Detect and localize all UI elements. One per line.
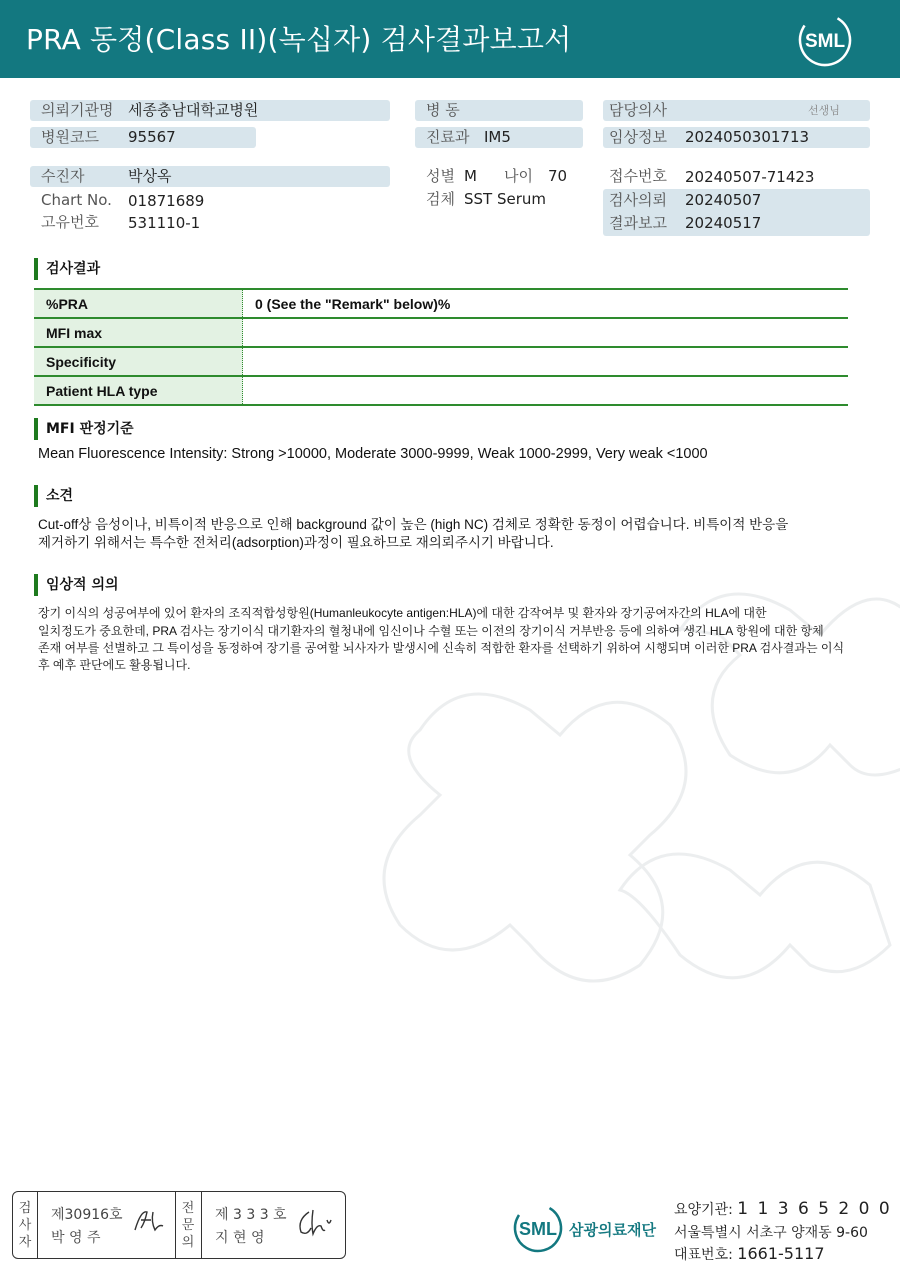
id-value: 531110-1 bbox=[128, 214, 201, 232]
doctor-suffix: 선생님 bbox=[808, 104, 840, 117]
clinical-line-3: 존재 여부를 선별하고 그 특이성을 동정하여 장기를 공여할 뇌사자가 발생시에 신속히 적합한 환자를 선택하기 위하여 시행되며 이러한 PRA 검사결과는 이식 bbox=[38, 641, 845, 655]
finding-line-2: 제거하기 위해서는 특수한 전처리(adsorption)과정이 필요하므로 재의뢰주시기 바랍니다. bbox=[38, 535, 554, 550]
finding-line-1: Cut-off상 음성이나, 비특이적 반응으로 인해 background 값이 높은 (high NC) 검체로 정확한 동정이 어렵습니다. 비특이적 반응을 bbox=[38, 517, 789, 532]
table-row bbox=[34, 289, 848, 318]
finding-heading: 소견 bbox=[34, 485, 73, 507]
result-value bbox=[243, 376, 849, 405]
chart-label: Chart No. bbox=[41, 191, 112, 209]
clinical-value: 2024050301713 bbox=[685, 128, 810, 146]
receipt-value: 20240507-71423 bbox=[685, 168, 815, 186]
report-label: 결과보고 bbox=[609, 214, 667, 232]
phone-number: 1661-5117 bbox=[737, 1244, 825, 1263]
specimen-value: SST Serum bbox=[464, 190, 547, 208]
result-value: 0 (See the "Remark" below)% bbox=[243, 289, 849, 318]
tester-name: 박 영 주 bbox=[51, 1230, 101, 1246]
result-key: Specificity bbox=[34, 347, 243, 376]
results-table bbox=[34, 288, 848, 406]
tester-label: 검 사 자 bbox=[18, 1201, 32, 1250]
svg-text:SML: SML bbox=[519, 1219, 557, 1239]
result-value bbox=[243, 347, 849, 376]
sex-label: 성별 bbox=[426, 167, 455, 185]
institution-label: 요양기관: bbox=[674, 1202, 733, 1218]
footer-phone bbox=[674, 1244, 825, 1264]
doctor-label: 담당의사 bbox=[609, 101, 667, 119]
mfi-text: Mean Fluorescence Intensity: Strong >10000, Moderate 3000-9999, Weak 1000-2999, Very weak <1000 bbox=[38, 446, 708, 462]
id-label: 고유번호 bbox=[41, 213, 99, 231]
specialist-license: 제 3 3 3 호 bbox=[215, 1207, 287, 1223]
specialist-signature bbox=[295, 1206, 339, 1240]
result-key: MFI max bbox=[34, 318, 243, 347]
footer-sml-logo bbox=[510, 1200, 566, 1256]
specimen-label: 검체 bbox=[426, 190, 455, 208]
request-value: 20240507 bbox=[685, 191, 762, 209]
dept-value: IM5 bbox=[484, 128, 511, 146]
report-header bbox=[0, 0, 900, 78]
tester-license: 제30916호 bbox=[51, 1207, 123, 1223]
ward-label: 병 동 bbox=[426, 101, 460, 119]
sml-logo bbox=[796, 12, 854, 68]
receipt-label: 접수번호 bbox=[609, 167, 667, 185]
patient-value: 박상옥 bbox=[128, 167, 172, 185]
results-heading: 검사결과 bbox=[34, 258, 100, 280]
age-value: 70 bbox=[548, 167, 568, 185]
clinical-significance-heading: 임상적 의의 bbox=[34, 574, 119, 596]
specialist-label: 전 문 의 bbox=[181, 1201, 195, 1250]
result-key: %PRA bbox=[34, 289, 243, 318]
hospital-code-value: 95567 bbox=[128, 128, 176, 146]
hospital-code-label: 병원코드 bbox=[41, 128, 99, 146]
clinical-line-1: 장기 이식의 성공여부에 있어 환자의 조직적합성항원(Humanleukocyte antigen:HLA)에 대한 감작여부 및 환자와 장기공여자간의 HLA에 대한 bbox=[38, 606, 767, 620]
clinical-line-4: 후 예후 판단에도 활용됩니다. bbox=[38, 658, 191, 672]
result-value bbox=[243, 318, 849, 347]
footer-org-name: 삼광의료재단 bbox=[569, 1221, 656, 1239]
sex-value: M bbox=[464, 167, 477, 185]
sml-logo-text: SML bbox=[804, 31, 846, 52]
hospital-value: 세종충남대학교병원 bbox=[128, 101, 259, 119]
clinical-line-2: 일치정도가 중요한데, PRA 검사는 장기이식 대기환자의 혈청내에 임신이나 수혈 또는 이전의 장기이식 거부반응 등에 의하여 생긴 HLA 항원에 대한 항체 bbox=[38, 624, 824, 638]
mfi-heading: MFI 판정기준 bbox=[34, 418, 134, 440]
specialist-name: 지 현 영 bbox=[215, 1230, 265, 1246]
dept-label: 진료과 bbox=[426, 128, 470, 146]
table-row bbox=[34, 318, 848, 347]
report-value: 20240517 bbox=[685, 214, 762, 232]
request-label: 검사의뢰 bbox=[609, 191, 667, 209]
table-row bbox=[34, 376, 848, 405]
chart-value: 01871689 bbox=[128, 192, 205, 210]
phone-label: 대표번호: bbox=[674, 1247, 733, 1263]
tester-signature bbox=[131, 1204, 171, 1236]
report-title: PRA 동정(Class II)(녹십자) 검사결과보고서 bbox=[26, 23, 572, 56]
patient-label: 수진자 bbox=[41, 167, 85, 185]
table-row bbox=[34, 347, 848, 376]
signature-box bbox=[12, 1191, 346, 1259]
footer-address: 서울특별시 서초구 양재동 9-60 bbox=[674, 1225, 868, 1241]
result-key: Patient HLA type bbox=[34, 376, 243, 405]
clinical-label: 임상정보 bbox=[609, 128, 667, 146]
age-label: 나이 bbox=[504, 167, 533, 185]
hospital-label: 의뢰기관명 bbox=[41, 101, 114, 119]
institution-number: 1 1 3 6 5 2 0 0 bbox=[737, 1199, 892, 1219]
footer-institution bbox=[674, 1199, 892, 1219]
